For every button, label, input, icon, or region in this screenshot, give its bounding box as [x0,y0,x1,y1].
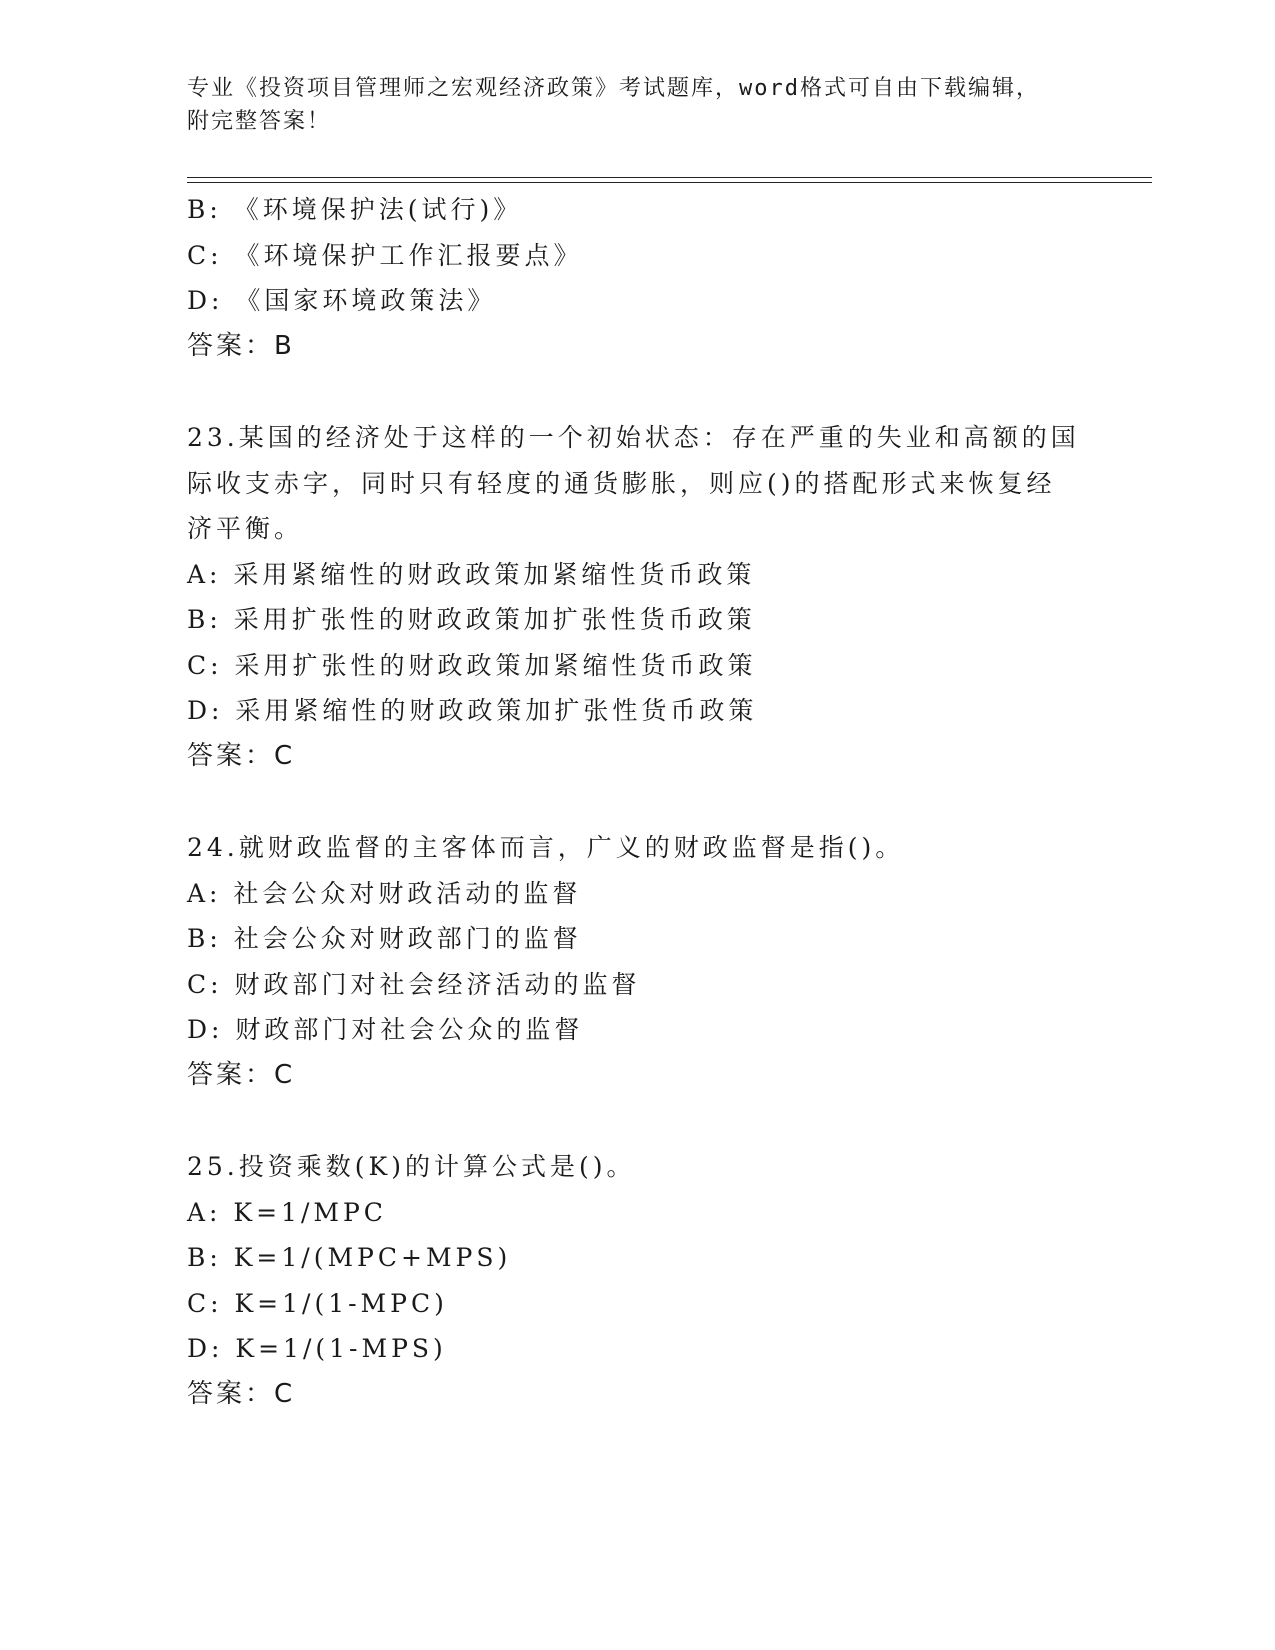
header-divider-bottom [187,182,1152,183]
q23-stem-line-3: 济平衡。 [187,514,304,543]
q25-stem-line-1: 25.投资乘数(K)的计算公式是()。 [187,1152,636,1181]
question-gap [187,779,1087,825]
question-24 [187,825,1087,1098]
q25-option-b: B: K=1/(MPC+MPS) [187,1243,512,1272]
q25-option-c: C: K=1/(1-MPC) [187,1288,448,1318]
q24-stem-line-1: 24.就财政监督的主客体而言，广义的财政监督是指()。 [187,833,905,862]
question-gap [187,369,1087,415]
q23-option-b: B: 采用扩张性的财政政策加扩张性货币政策 [187,605,756,634]
q24-option-c: C: 财政部门对社会经济活动的监督 [187,969,641,999]
q22-option-c: C: 《环境保护工作汇报要点》 [187,240,583,270]
question-gap [187,1098,1087,1144]
q22-option-b: B: 《环境保护法(试行)》 [187,195,523,224]
q23-stem-line-1: 23.某国的经济处于这样的一个初始状态：存在严重的失业和高额的国 [187,423,1080,452]
q23-option-a: A: 采用紧缩性的财政政策加紧缩性货币政策 [187,559,756,589]
q24-option-a: A: 社会公众对财政活动的监督 [187,878,582,908]
q23-stem-line-2: 际收支赤字，同时只有轻度的通货膨胀，则应()的搭配形式来恢复经 [187,468,1056,498]
q24-answer: 答案：C [187,1059,296,1090]
header-line-1: 专业《投资项目管理师之宏观经济政策》考试题库，word格式可自由下载编辑， [187,76,1040,101]
q23-option-c: C: 采用扩张性的财政政策加紧缩性货币政策 [187,650,757,680]
q25-option-d: D: K=1/(1-MPS) [187,1334,447,1363]
q22-answer: 答案：B [187,330,295,361]
q24-option-d: D: 财政部门对社会公众的监督 [187,1015,584,1044]
q23-option-d: D: 采用紧缩性的财政政策加扩张性货币政策 [187,696,758,725]
q25-answer: 答案：C [187,1378,296,1409]
document-header [187,72,1087,138]
q24-option-b: B: 社会公众对财政部门的监督 [187,924,582,953]
q25-option-a: A: K=1/MPC [187,1197,387,1227]
q23-answer: 答案：C [187,740,296,771]
header-divider-top [187,177,1152,178]
question-25 [187,1144,1087,1417]
question-22-tail [187,187,1087,369]
question-list [187,187,1087,1417]
question-23 [187,415,1087,779]
header-line-2: 附完整答案！ [187,109,332,134]
q22-option-d: D: 《国家环境政策法》 [187,286,497,315]
